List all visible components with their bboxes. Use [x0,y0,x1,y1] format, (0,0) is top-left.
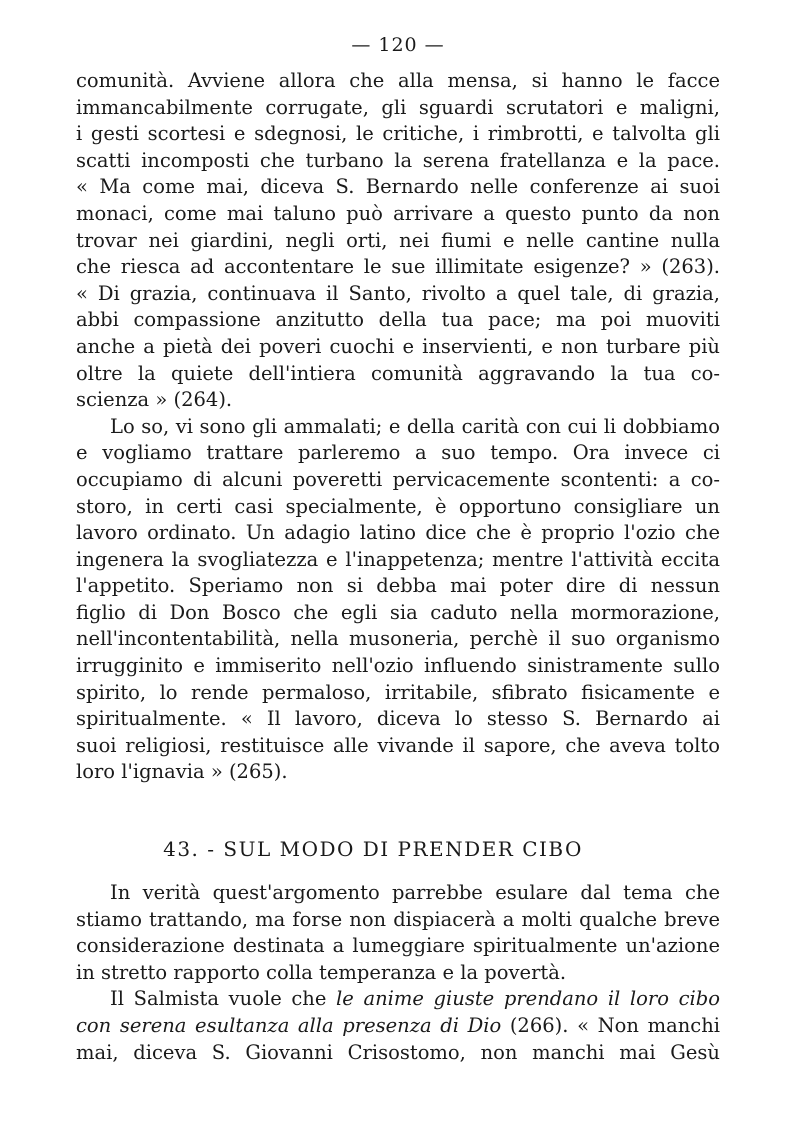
text-line: considerazione destinata a lumeggiare spiritualmente un'azione [76,934,720,958]
paragraph-3 [76,880,720,986]
text-line: suoi religiosi, restituisce alle vivande il sapore, che aveva tolto [76,733,720,757]
text-line: nell'incontentabilità, nella musoneria, perchè il suo organismo [76,627,720,651]
section-heading: 43. - SUL MODO DI PRENDER CIBO [163,837,583,862]
paragraph-4 [76,986,720,1066]
text-line: Lo so, vi sono gli ammalati; e della carità con cui li dobbiamo [110,414,720,438]
paragraph-1 [76,68,720,414]
text-line: spirito, lo rende permaloso, irritabile, sfibrato fisicamente e [76,680,720,704]
italic-quote: le anime giuste prendano il loro cibo [336,987,720,1011]
text-line: irrugginito e immiserito nell'ozio influendo sinistramente sullo [76,654,720,678]
text-line: trovar nei giardini, negli orti, nei fiumi e nelle cantine nulla [76,228,720,252]
text-line: loro l'ignavia » (265). [76,760,288,784]
text-line: comunità. Avviene allora che alla mensa, si hanno le facce [76,69,720,92]
text-line: che riesca ad accontentare le sue illimitate esigenze? » (263). [76,255,720,279]
text-line: In verità quest'argomento parrebbe esulare dal tema che [110,881,720,905]
page-number: — 120 — [351,34,445,56]
italic-quote: con serena esultanza alla presenza di Dio [76,1014,502,1037]
text-line [76,986,720,1013]
section-spacer [76,786,720,834]
text-line: mai, diceva S. Giovanni Crisostomo, non manchi mai Gesù [76,1040,720,1064]
text-line: abbi compassione anzitutto della tua pace; ma poi muoviti [76,308,720,332]
text-line: figlio di Don Bosco che egli sia caduto nella mormorazione, [76,600,720,624]
text-line: storo, in certi casi specialmente, è opportuno consigliare un [76,494,720,518]
text-line: anche a pietà dei poveri cuochi e inservienti, e non turbare più [76,334,720,358]
text-line: ingenera la svogliatezza e l'inappetenza; mentre l'attività eccita [76,547,720,571]
text-line: scienza » (264). [76,388,233,412]
text-line: « Di grazia, continuava il Santo, rivolto a quel tale, di grazia, [76,281,720,305]
text-line: spiritualmente. « Il lavoro, diceva lo stesso S. Bernardo ai [76,707,720,731]
paragraph-2 [76,414,720,786]
text-line: lavoro ordinato. Un adagio latino dice che è proprio l'ozio che [76,521,720,545]
text-line: l'appetito. Speriamo non si debba mai poter dire di nessun [76,574,720,598]
text-line [76,1013,720,1040]
text-line: oltre la quiete dell'intiera comunità aggravando la tua co- [76,361,720,385]
text-line: e vogliamo trattare parleremo a suo tempo. Ora invece ci [76,441,720,465]
text-line: in stretto rapporto colla temperanza e la povertà. [76,960,567,984]
text-line: i gesti scortesi e sdegnosi, le critiche, i rimbrotti, e talvolta gli [76,122,720,146]
text-line: monaci, come mai taluno può arrivare a questo punto da non [76,201,720,225]
text-span: (266). « Non manchi [501,1014,720,1037]
text-line: « Ma come mai, diceva S. Bernardo nelle conferenze ai suoi [76,175,720,199]
book-page [76,30,720,1066]
text-span: Il Salmista vuole che [110,987,337,1011]
text-line: immancabilmente corrugate, gli sguardi scrutatori e maligni, [76,95,720,119]
text-line: stiamo trattando, ma forse non dispiacerà a molti qualche breve [76,907,720,931]
text-line: occupiamo di alcuni poveretti pervicacemente scontenti: a co- [76,467,720,491]
text-line: scatti incomposti che turbano la serena fratellanza e la pace. [76,148,720,172]
